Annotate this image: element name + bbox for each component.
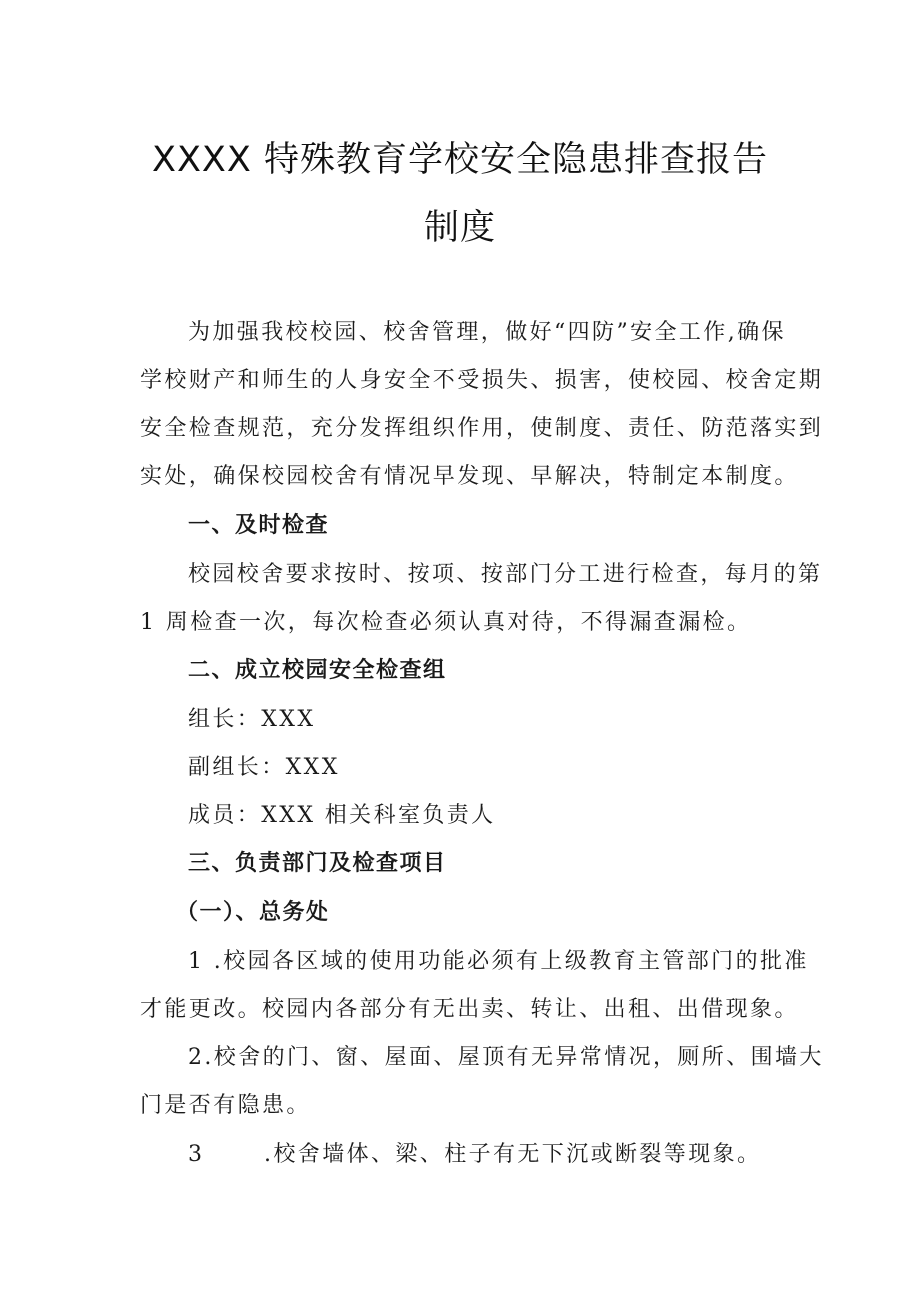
item2-line: 门是否有隐患。 xyxy=(140,1093,311,1118)
section1-heading: 一、及时检查 xyxy=(188,513,330,538)
section2-heading: 二、成立校园安全检查组 xyxy=(188,658,447,683)
section2-members: 成员：XXX 相关科室负责人 xyxy=(188,803,496,828)
item3-line xyxy=(188,1140,782,1170)
section1-body-line: 校园校舍要求按时、按项、按部门分工进行检查，每月的第 xyxy=(188,562,823,587)
document-title-line1: XXXX 特殊教育学校安全隐患排查报告 xyxy=(151,140,769,180)
item1-line: 1 .校园各区域的使用功能必须有上级教育主管部门的批准 xyxy=(188,949,809,974)
item3-number: 3 xyxy=(188,1142,205,1167)
intro-line: 学校财产和师生的人身安全不受损失、损害，使校园、校舍定期 xyxy=(140,368,824,393)
section3-heading: 三、负责部门及检查项目 xyxy=(188,851,447,876)
intro-line: 为加强我校校园、校舍管理，做好“四防”安全工作,确保 xyxy=(188,320,786,345)
section2-leader: 组长：XXX xyxy=(188,707,316,732)
section2-deputy: 副组长：XXX xyxy=(188,755,340,780)
item3-text: .校舍墙体、梁、柱子有无下沉或断裂等现象。 xyxy=(264,1142,762,1167)
item2-line: 2.校舍的门、窗、屋面、屋顶有无异常情况，厕所、围墙大 xyxy=(188,1045,824,1070)
intro-line: 安全检查规范，充分发挥组织作用，使制度、责任、防范落实到 xyxy=(140,416,824,441)
intro-line: 实处，确保校园校舍有情况早发现、早解决，特制定本制度。 xyxy=(140,464,799,489)
item1-line: 才能更改。校园内各部分有无出卖、转让、出租、出借现象。 xyxy=(140,997,799,1022)
section3-sub-heading: （一）、总务处 xyxy=(176,900,330,925)
section1-body-line: 1 周检查一次，每次检查必须认真对待，不得漏查漏检。 xyxy=(140,610,752,635)
document-title-line2: 制度 xyxy=(423,208,496,248)
